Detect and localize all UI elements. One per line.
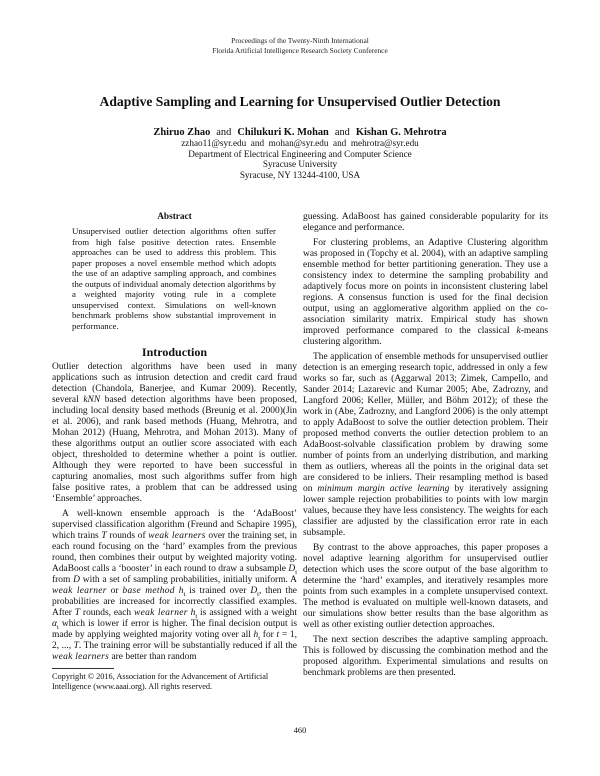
math-or-emphasis-text: base method	[122, 586, 175, 596]
paragraph-text: For clustering problems, an Adaptive Clustering algorithm was proposed in (Topchy et al. 2004), with an adaptive sampling ensemble method for better partitioning generation. They use a consistency index to determine the sampling probability and adaptively focus more on points in inconsistent clustering label regions. A consensus function is used for the final decision output, using an agglomerative algorithm applied on the co-association similarity matrix. Empirical study has shown improved performance compared to the classical	[303, 238, 548, 336]
and-separator: and	[216, 127, 232, 138]
math-or-emphasis-text: T	[101, 531, 107, 541]
and-separator: and	[334, 127, 350, 138]
right-column-body	[303, 212, 548, 683]
paragraph-text: with a set of sampling probabilities, initially uniform. A	[79, 575, 297, 585]
paragraph-text: are better than random	[109, 652, 197, 662]
body-paragraph	[303, 212, 548, 234]
math-or-emphasis-text: D	[73, 575, 80, 585]
math-or-emphasis-text: t	[258, 634, 261, 642]
body-paragraph	[303, 352, 548, 539]
paragraph-text: or	[106, 586, 123, 596]
proceedings-line-1: Proceedings of the Twenty-Ninth International	[231, 36, 369, 45]
paragraph-text: by iteratively assigning lower sample rejection probabilities to points with low margin values, because they have less consistency. The weights for each classifier are adjusted by the classification error rate in each subsample.	[303, 484, 548, 538]
paragraph-text: over the training set, in each round focusing on the ‘hard’ examples from the previous round, then combines their output by weighted majority voting. AdaBoost calls a ‘booster’ in each round to draw a subsample	[52, 531, 297, 574]
paragraph-text: which is lower if error is higher. The final decision output is made by applying weighted majority voting over all	[52, 619, 297, 640]
paragraph-text: . The training error will be substantially reduced if all the	[78, 641, 297, 651]
paragraph-text: guessing. AdaBoost has gained considerable popularity for its elegance and performance.	[303, 212, 548, 233]
author-emails: zzhao11@syr.edu and mohan@syr.edu and mehrotra@syr.edu	[181, 138, 419, 148]
math-or-emphasis-text: weak learners	[148, 531, 206, 541]
body-paragraph	[303, 543, 548, 631]
abstract-heading: Abstract	[157, 212, 192, 222]
math-or-emphasis-text: D	[250, 586, 258, 596]
math-or-emphasis-text: D	[288, 564, 296, 574]
math-or-emphasis-text: weak learners	[52, 652, 110, 662]
math-or-emphasis-text: k	[516, 326, 521, 336]
left-column-body	[52, 362, 297, 667]
math-or-emphasis-text: T	[73, 641, 79, 651]
math-or-emphasis-text: weak learner	[134, 608, 188, 618]
math-or-emphasis-text: t	[56, 623, 59, 631]
paper-title: Adaptive Sampling and Learning for Unsupervised Outlier Detection	[99, 94, 501, 109]
paragraph-text: is trained over	[185, 586, 251, 596]
proceedings-line-2: Florida Artificial Intelligence Research Society Conference	[212, 45, 388, 55]
author-name: Zhiruo Zhao	[153, 127, 211, 138]
body-paragraph	[303, 238, 548, 348]
author-name: Chilukuri K. Mohan	[237, 127, 329, 138]
paragraph-text: The application of ensemble methods for unsupervised outlier detection is an emerging research topic, addressed in only a few works so far, such as (Aggarwal 2013; Zimek, Campello, and Sander 2014; Lazarevic and Kumar 2005; Abe, Zadrozny, and Langford 2006; Keller, Müller, and Böhm 2012); of these the work in (Abe, Zadrozny, and Langford 2006) is the only attempt to apply AdaBoost to solve the outlier detection problem. Their proposed method converts the outlier detection problem to an AdaBoost-solvable classification problem by drawing some number of points from an underlying distribution, and marking them as outliers, whereas all the points in the original data set are considered to be inliers. Their resampling method is based on	[303, 352, 548, 494]
abstract-text: Unsupervised outlier detection algorithms often suffer from high false positive detection rates. Ensemble approaches can be used to address this problem. This paper proposes a novel ensemble method which adopts the use of an adaptive sampling approach, and combines the outputs of individual anomaly detection algorithms by a weighted majority voting rule in a complete unsupervised context. Simulations on well-known benchmark problems show substantial improvement in performance.	[72, 226, 277, 331]
body-paragraph	[303, 635, 548, 679]
paragraph-text: rounds, each	[80, 608, 135, 618]
paragraph-text: By contrast to the above approaches, this paper proposes a novel adaptive learning algorithm for unsupervised outlier detection which uses the score output of the base algorithm to determine the ‘hard’ examples, and iteratively resamples more points from such examples in a complete unsupervised context. The method is evaluated on multiple well-known datasets, and our simulations show better results than the base algorithm as well as other existing outlier detection approaches.	[303, 543, 548, 630]
math-or-emphasis-text: t	[276, 630, 280, 640]
footnote-rule	[52, 668, 114, 669]
math-or-emphasis-text: T	[74, 608, 81, 618]
math-or-emphasis-text: kNN	[83, 395, 101, 405]
author-names	[0, 127, 600, 138]
author-block	[0, 127, 600, 180]
paragraph-text: from	[52, 575, 74, 585]
page-number: 460	[293, 726, 307, 735]
paragraph-text: -means clustering algorithm.	[303, 326, 548, 347]
paragraph-text: for	[260, 630, 277, 640]
paragraph-text: A well-known ensemble approach is the ‘AdaBoost’ supervised classification algorithm (Freund and Schapire 1995), which trains	[52, 509, 297, 541]
author-name: Kishan G. Mehrotra	[355, 127, 447, 138]
math-or-emphasis-text: minimum margin active learning	[317, 484, 450, 494]
introduction-heading: Introduction	[141, 345, 208, 359]
math-or-emphasis-text: weak learner	[52, 586, 107, 596]
math-or-emphasis-text: h	[253, 630, 259, 640]
paragraph-text: based detection algorithms have been proposed, including local density based methods (Breunig et al. 2000)(Jin et al. 2006), and rank based methods (Huang, Mehrotra, and Mohan 2012) (Huang, Mehrotra, and Mohan 2013). Many of these algorithms output an outlier score associated with each object, thresholded to determine whether a point is outlier. Although they were reported to have been successful in capturing anomalies, most such algorithms suffer from high false positive rates, a problem that can be addressed using ‘Ensemble’ approaches.	[52, 395, 297, 504]
body-paragraph	[52, 509, 297, 663]
paragraph-text: The next section describes the adaptive sampling approach. This is followed by discussing the combination method and the proposed algorithm. Experimental simulations and results on benchmark problems are then presented.	[303, 635, 548, 678]
paragraph-text: is assigned with a weight	[197, 608, 298, 618]
paragraph-text: , then the probabilities are increased for incorrectly classified examples. After	[52, 586, 297, 618]
address: Syracuse, NY 13244-4100, USA	[239, 169, 361, 180]
math-or-emphasis-text: h	[178, 586, 184, 596]
copyright-footnote: Copyright © 2016, Association for the Advancement of Artificial Intelligence (www.aaai.org). All rights reserved.	[52, 672, 269, 692]
proceedings-header	[0, 36, 600, 55]
math-or-emphasis-text: t	[195, 612, 198, 620]
math-or-emphasis-text: t	[257, 590, 259, 598]
math-or-emphasis-text: t	[295, 568, 297, 576]
math-or-emphasis-text: t	[183, 590, 186, 598]
math-or-emphasis-text: α	[52, 619, 57, 629]
paragraph-text: = 1, 2, ...,	[52, 630, 297, 651]
body-paragraph	[52, 362, 297, 505]
math-or-emphasis-text: h	[190, 608, 196, 618]
department: Department of Electrical Engineering and Computer Science	[188, 148, 412, 159]
university: Syracuse University	[262, 159, 338, 170]
paragraph-text: rounds of	[106, 531, 149, 541]
paragraph-text: Outlier detection algorithms have been used in many applications such as intrusion detection and credit card fraud detection (Chandola, Banerjee, and Kumar 2009). Recently, several	[52, 362, 297, 405]
